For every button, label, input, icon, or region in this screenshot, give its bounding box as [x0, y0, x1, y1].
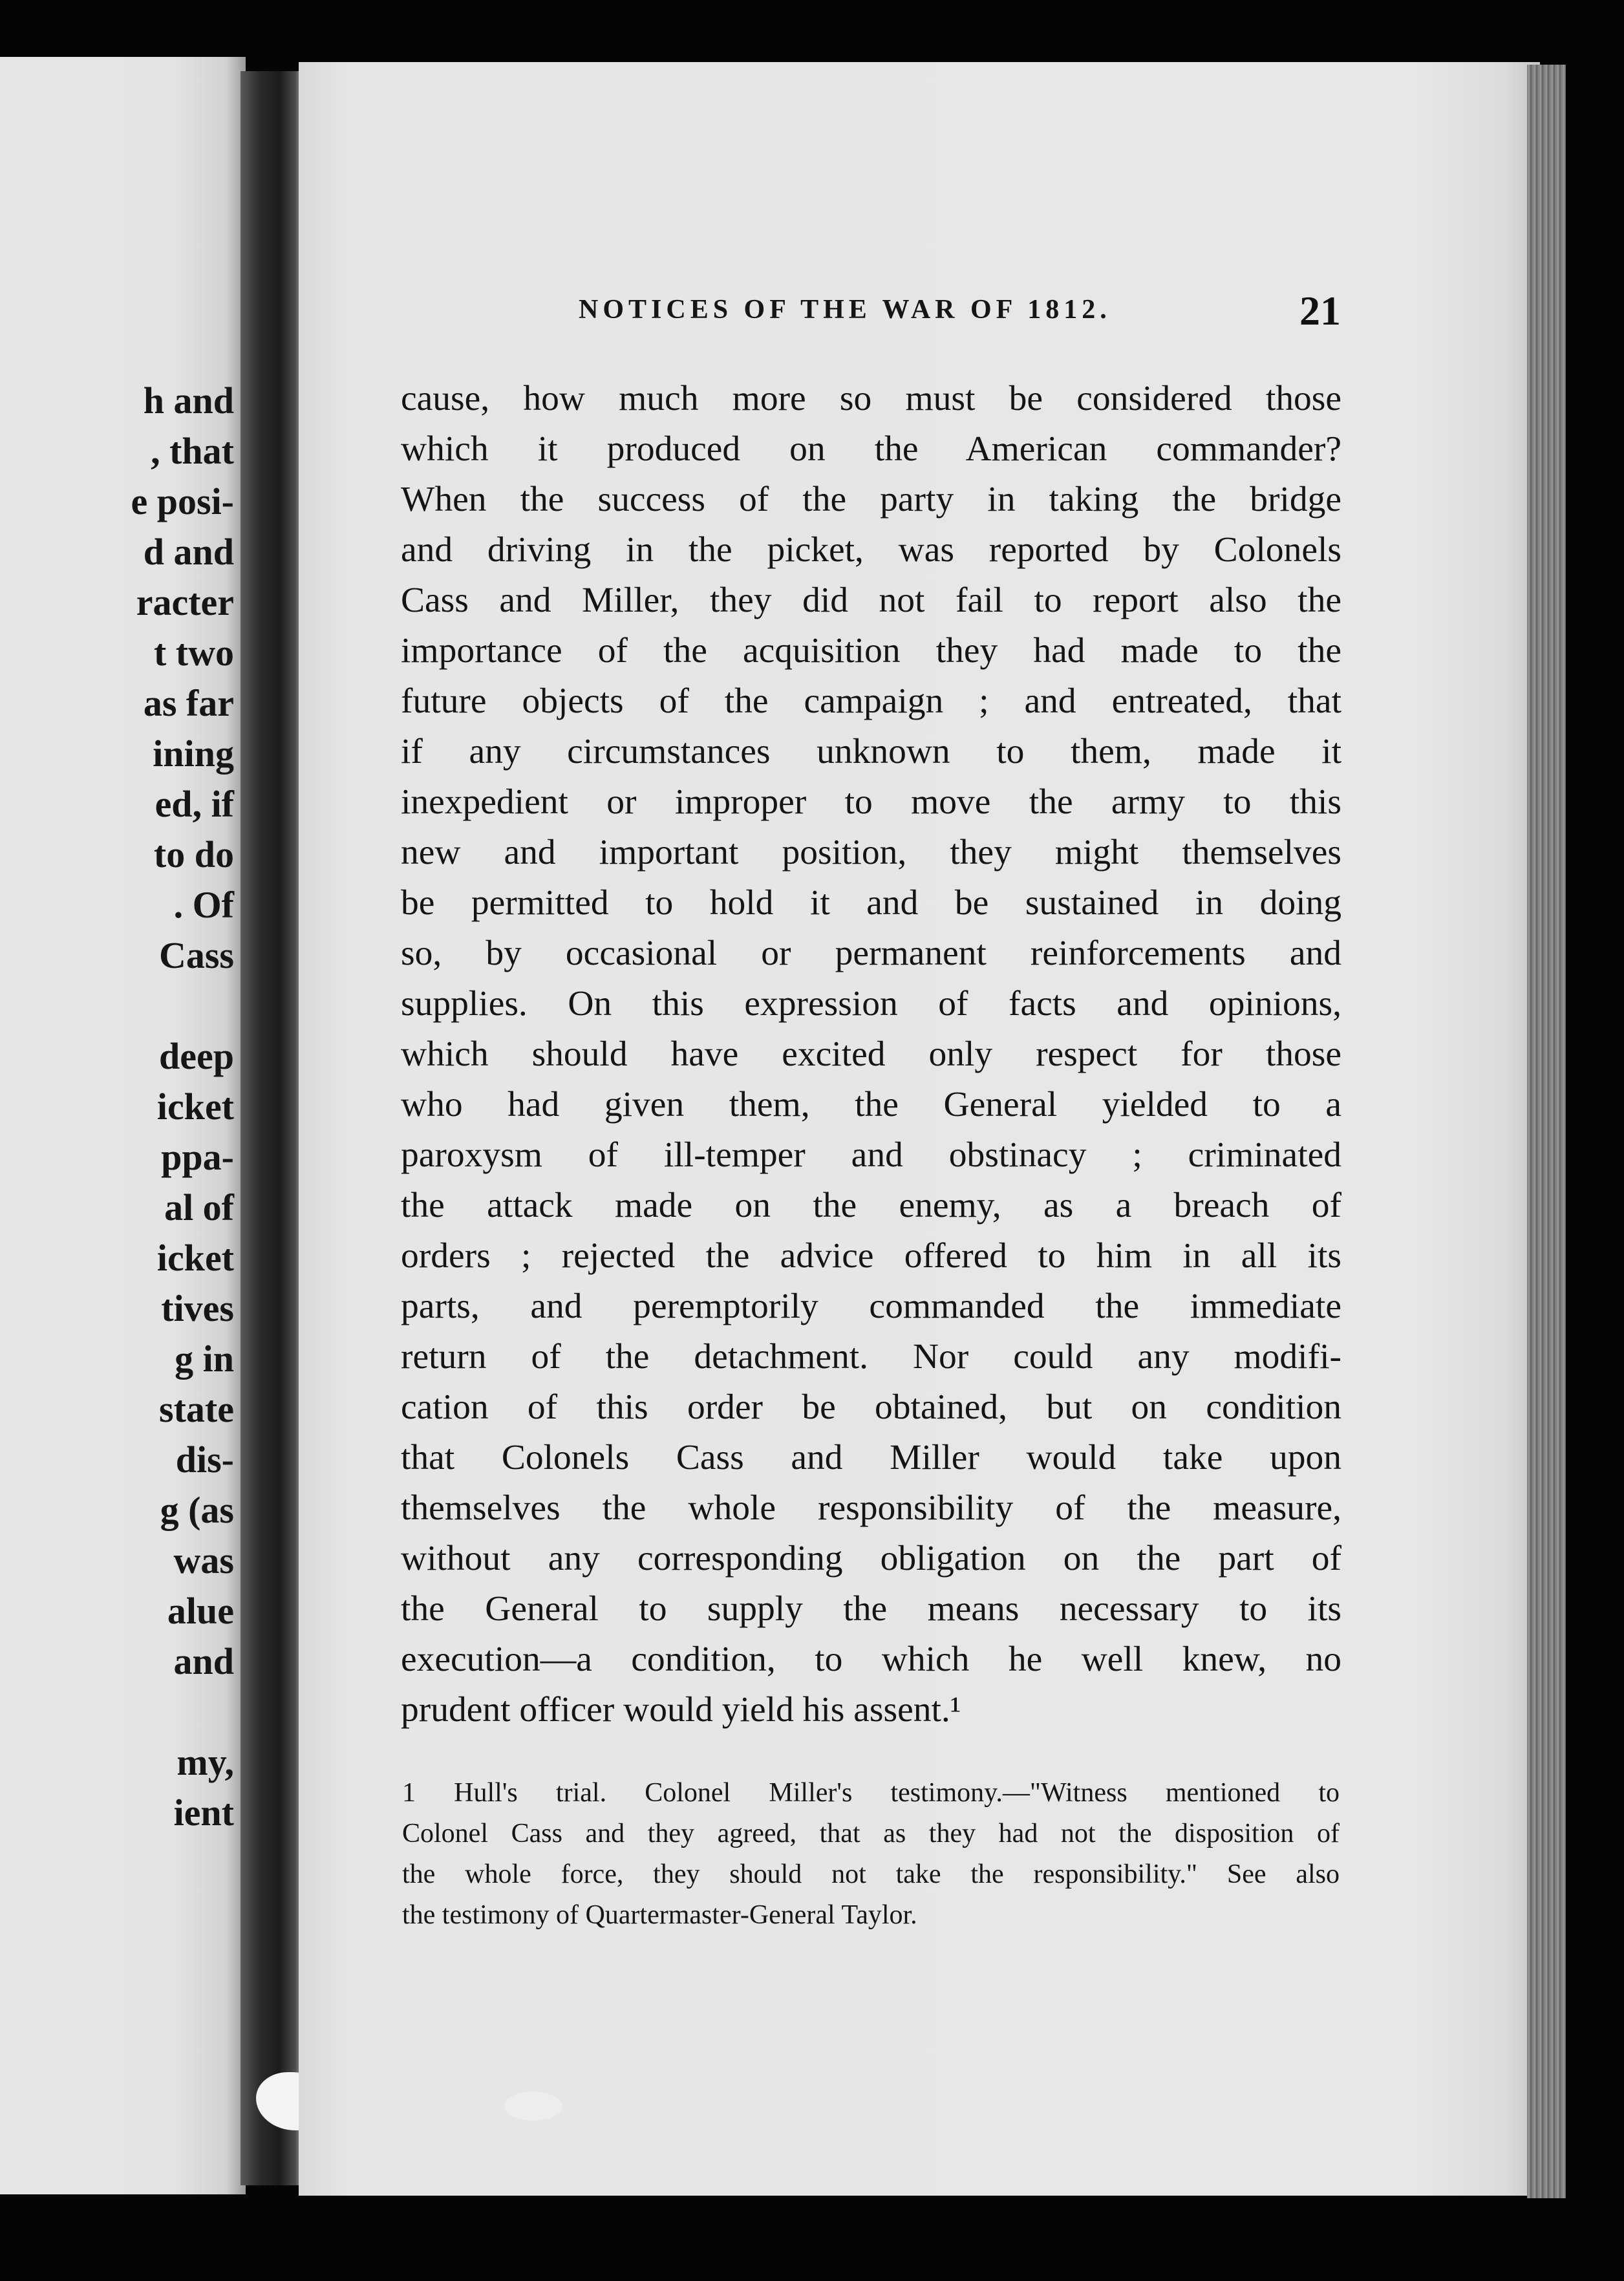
body-line: that Colonels Cass and Miller would take upon	[401, 1438, 1341, 1477]
footnote-line: Colonel Cass and they agreed, that as they had not the disposition of	[402, 1819, 1340, 1848]
body-line: cation of this order be obtained, but on condition	[401, 1387, 1341, 1427]
left-line: ed, if	[155, 783, 234, 825]
left-line: ining	[153, 733, 234, 775]
footnote-line: the whole force, they should not take the responsibility." See also	[402, 1859, 1340, 1889]
footnote-line: the testimony of Quartermaster-General Taylor.	[402, 1900, 917, 1930]
page-edge	[1527, 65, 1566, 2198]
body-line: cause, how much more so must be considered those	[401, 379, 1341, 418]
left-line: tives	[161, 1287, 234, 1329]
book-gutter	[240, 71, 305, 2185]
left-page	[0, 57, 246, 2194]
body-line: orders ; rejected the advice offered to him in all its	[401, 1236, 1341, 1276]
left-line: g (as	[160, 1489, 234, 1531]
footnote-line: 1 Hull's trial. Colonel Miller's testimony.—"Witness mentioned to	[402, 1778, 1340, 1808]
body-text	[401, 374, 1341, 1735]
body-line: execution—a condition, to which he well knew, no	[401, 1640, 1341, 1679]
body-line: if any circumstances unknown to them, made it	[401, 732, 1341, 771]
left-line: ppa-	[161, 1136, 234, 1178]
body-line: themselves the whole responsibility of the measure,	[401, 1488, 1341, 1528]
left-line: to do	[153, 833, 234, 875]
body-line: be permitted to hold it and be sustained in doing	[401, 883, 1341, 923]
paper-smudge	[504, 2092, 562, 2121]
body-line: which it produced on the American commander?	[401, 429, 1341, 469]
body-line: importance of the acquisition they had made to the	[401, 631, 1341, 670]
body-line: the attack made on the enemy, as a breach of	[401, 1186, 1341, 1225]
left-line: as far	[143, 682, 234, 724]
left-line: and	[173, 1640, 234, 1682]
left-line: t two	[153, 632, 234, 674]
body-line: inexpedient or improper to move the army to this	[401, 782, 1341, 822]
body-line: supplies. On this expression of facts and opinions,	[401, 984, 1341, 1023]
left-line: Cass	[158, 934, 234, 976]
left-line: ient	[173, 1792, 234, 1834]
body-line: return of the detachment. Nor could any modifi-	[401, 1337, 1341, 1376]
left-line: al of	[164, 1186, 234, 1228]
body-line: When the success of the party in taking the bridge	[401, 480, 1341, 519]
body-line: future objects of the campaign ; and entreated, that	[401, 681, 1341, 721]
left-line: e posi-	[131, 480, 234, 522]
left-line: state	[159, 1388, 234, 1430]
body-line: new and important position, they might themselves	[401, 833, 1341, 872]
body-line: parts, and peremptorily commanded the immediate	[401, 1287, 1341, 1326]
footnote	[402, 1773, 1340, 1936]
body-line: which should have excited only respect for those	[401, 1034, 1341, 1074]
running-head: NOTICES OF THE WAR OF 1812.	[579, 295, 1111, 325]
left-line: , that	[151, 430, 234, 472]
left-line: h and	[143, 380, 234, 422]
body-line: paroxysm of ill-temper and obstinacy ; criminated	[401, 1135, 1341, 1175]
left-line: alue	[167, 1590, 234, 1632]
body-line: Cass and Miller, they did not fail to report also the	[401, 581, 1341, 620]
left-line: icket	[156, 1086, 234, 1128]
left-line: . Of	[173, 884, 234, 926]
left-line: racter	[136, 581, 234, 623]
page-number: 21	[1299, 288, 1341, 334]
left-line: my,	[176, 1741, 234, 1783]
left-line: g in	[175, 1338, 234, 1380]
body-line: the General to supply the means necessary to its	[401, 1589, 1341, 1629]
body-line: who had given them, the General yielded to a	[401, 1085, 1341, 1124]
left-line: icket	[156, 1237, 234, 1279]
left-line: deep	[159, 1035, 234, 1077]
left-line: was	[173, 1539, 234, 1581]
left-line: d and	[143, 531, 234, 573]
body-line: and driving in the picket, was reported by Colonels	[401, 530, 1341, 570]
left-line: dis-	[175, 1439, 234, 1481]
body-line: prudent officer would yield his assent.¹	[401, 1690, 961, 1729]
body-line: without any corresponding obligation on the part of	[401, 1539, 1341, 1578]
body-line: so, by occasional or permanent reinforcements and	[401, 934, 1341, 973]
